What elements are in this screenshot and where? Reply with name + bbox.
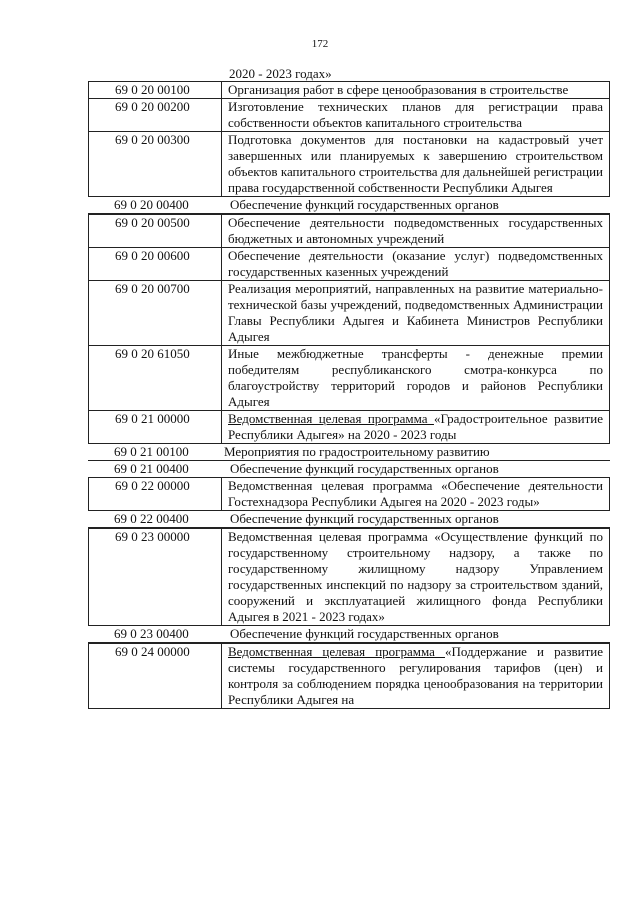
table-row: [88, 248, 610, 281]
table-row: [88, 346, 610, 411]
table-row: [88, 528, 610, 626]
continuation-text: 2020 - 2023 годах»: [229, 66, 332, 81]
row-description: Реализация мероприятий, направленных на развитие материально-технической базы учреждений, подведомственных Администрации Главы Республики Адыгея и Кабинета Министров Республики Адыгея: [228, 281, 603, 344]
table-row: [88, 197, 610, 214]
row-description: Обеспечение деятельности (оказание услуг) подведомственных государственных казенных учреждений: [228, 248, 603, 279]
table-row: [88, 81, 610, 99]
row-code: 69 0 21 00400: [114, 461, 189, 476]
table-row: [88, 281, 610, 346]
row-code: 69 0 20 00200: [89, 99, 222, 131]
table-row: [88, 132, 610, 197]
row-description: [222, 411, 609, 443]
row-description: Обеспечение функций государственных органов: [230, 197, 499, 212]
page-number: 172: [311, 38, 329, 50]
row-code: 69 0 20 00700: [89, 281, 222, 345]
row-description: Организация работ в сфере ценообразования в строительстве: [228, 82, 569, 97]
row-description: Мероприятия по градостроительному развитию: [224, 444, 490, 459]
table-row: [88, 99, 610, 132]
table-row: [88, 478, 610, 511]
row-description: Иные межбюджетные трансферты - денежные премии победителям республиканского смотра-конкурса по благоустройству территорий городов и районов Республики Адыгея: [228, 346, 603, 409]
row-description: Ведомственная целевая программа «Осуществление функций по государственному строительному надзору, а также по государственному жилищному надзору Управлением государственных инспекций по надзору за строительством зданий, сооружений и эксплуатацией жилищного фонда Республики Адыгея в 2021 - 2023 годах»: [228, 529, 603, 624]
row-code: 69 0 23 00000: [89, 529, 222, 625]
row-description: Обеспечение деятельности подведомственных государственных бюджетных и автономных учреждений: [228, 215, 603, 246]
row-code: 69 0 20 00400: [114, 197, 189, 212]
row-code: 69 0 22 00400: [114, 511, 189, 526]
row-code: 69 0 20 61050: [89, 346, 222, 410]
table-row: [88, 626, 610, 643]
row-code: 69 0 23 00400: [114, 626, 189, 641]
table-row: [88, 643, 610, 709]
row-code: 69 0 20 00500: [89, 215, 222, 247]
table-row: [88, 444, 610, 461]
row-description: Изготовление технических планов для регистрации права собственности объектов капитального строительства: [228, 99, 603, 130]
table-row: [88, 214, 610, 248]
row-description: Обеспечение функций государственных органов: [230, 461, 499, 476]
program-title: «Поддержание и развитие системы государственного регулирования тарифов (цен) и контроля за соблюдением порядка ценообразования на территории Республики Адыгея на: [228, 644, 603, 707]
budget-code-table: [88, 81, 610, 709]
row-code: 69 0 21 00100: [114, 444, 189, 459]
row-description: Обеспечение функций государственных органов: [230, 626, 499, 641]
row-description: Подготовка документов для постановки на кадастровый учет завершенных или планируемых к завершению строительством объектов капитального строительства для дальнейшей регистрации права государственной собственности Республики Адыгея: [228, 132, 603, 195]
row-code: 69 0 24 00000: [89, 644, 222, 708]
row-code: 69 0 20 00600: [89, 248, 222, 280]
program-label: Ведомственная целевая программа: [228, 644, 445, 659]
row-description: Обеспечение функций государственных органов: [230, 511, 499, 526]
program-label: Ведомственная целевая программа: [228, 411, 434, 426]
table-row: [88, 411, 610, 444]
row-description: [222, 644, 609, 708]
row-code: 69 0 21 00000: [89, 411, 222, 443]
table-row: [88, 461, 610, 478]
row-code: 69 0 20 00300: [89, 132, 222, 196]
row-description: Ведомственная целевая программа «Обеспечение деятельности Гостехнадзора Республики Адыгея на 2020 - 2023 годы»: [228, 478, 603, 509]
row-code: 69 0 20 00100: [89, 82, 222, 98]
table-row: [88, 511, 610, 528]
program-title: «Градостроительное развитие Республики Адыгея» на 2020 - 2023 годы: [228, 411, 603, 442]
row-code: 69 0 22 00000: [89, 478, 222, 510]
